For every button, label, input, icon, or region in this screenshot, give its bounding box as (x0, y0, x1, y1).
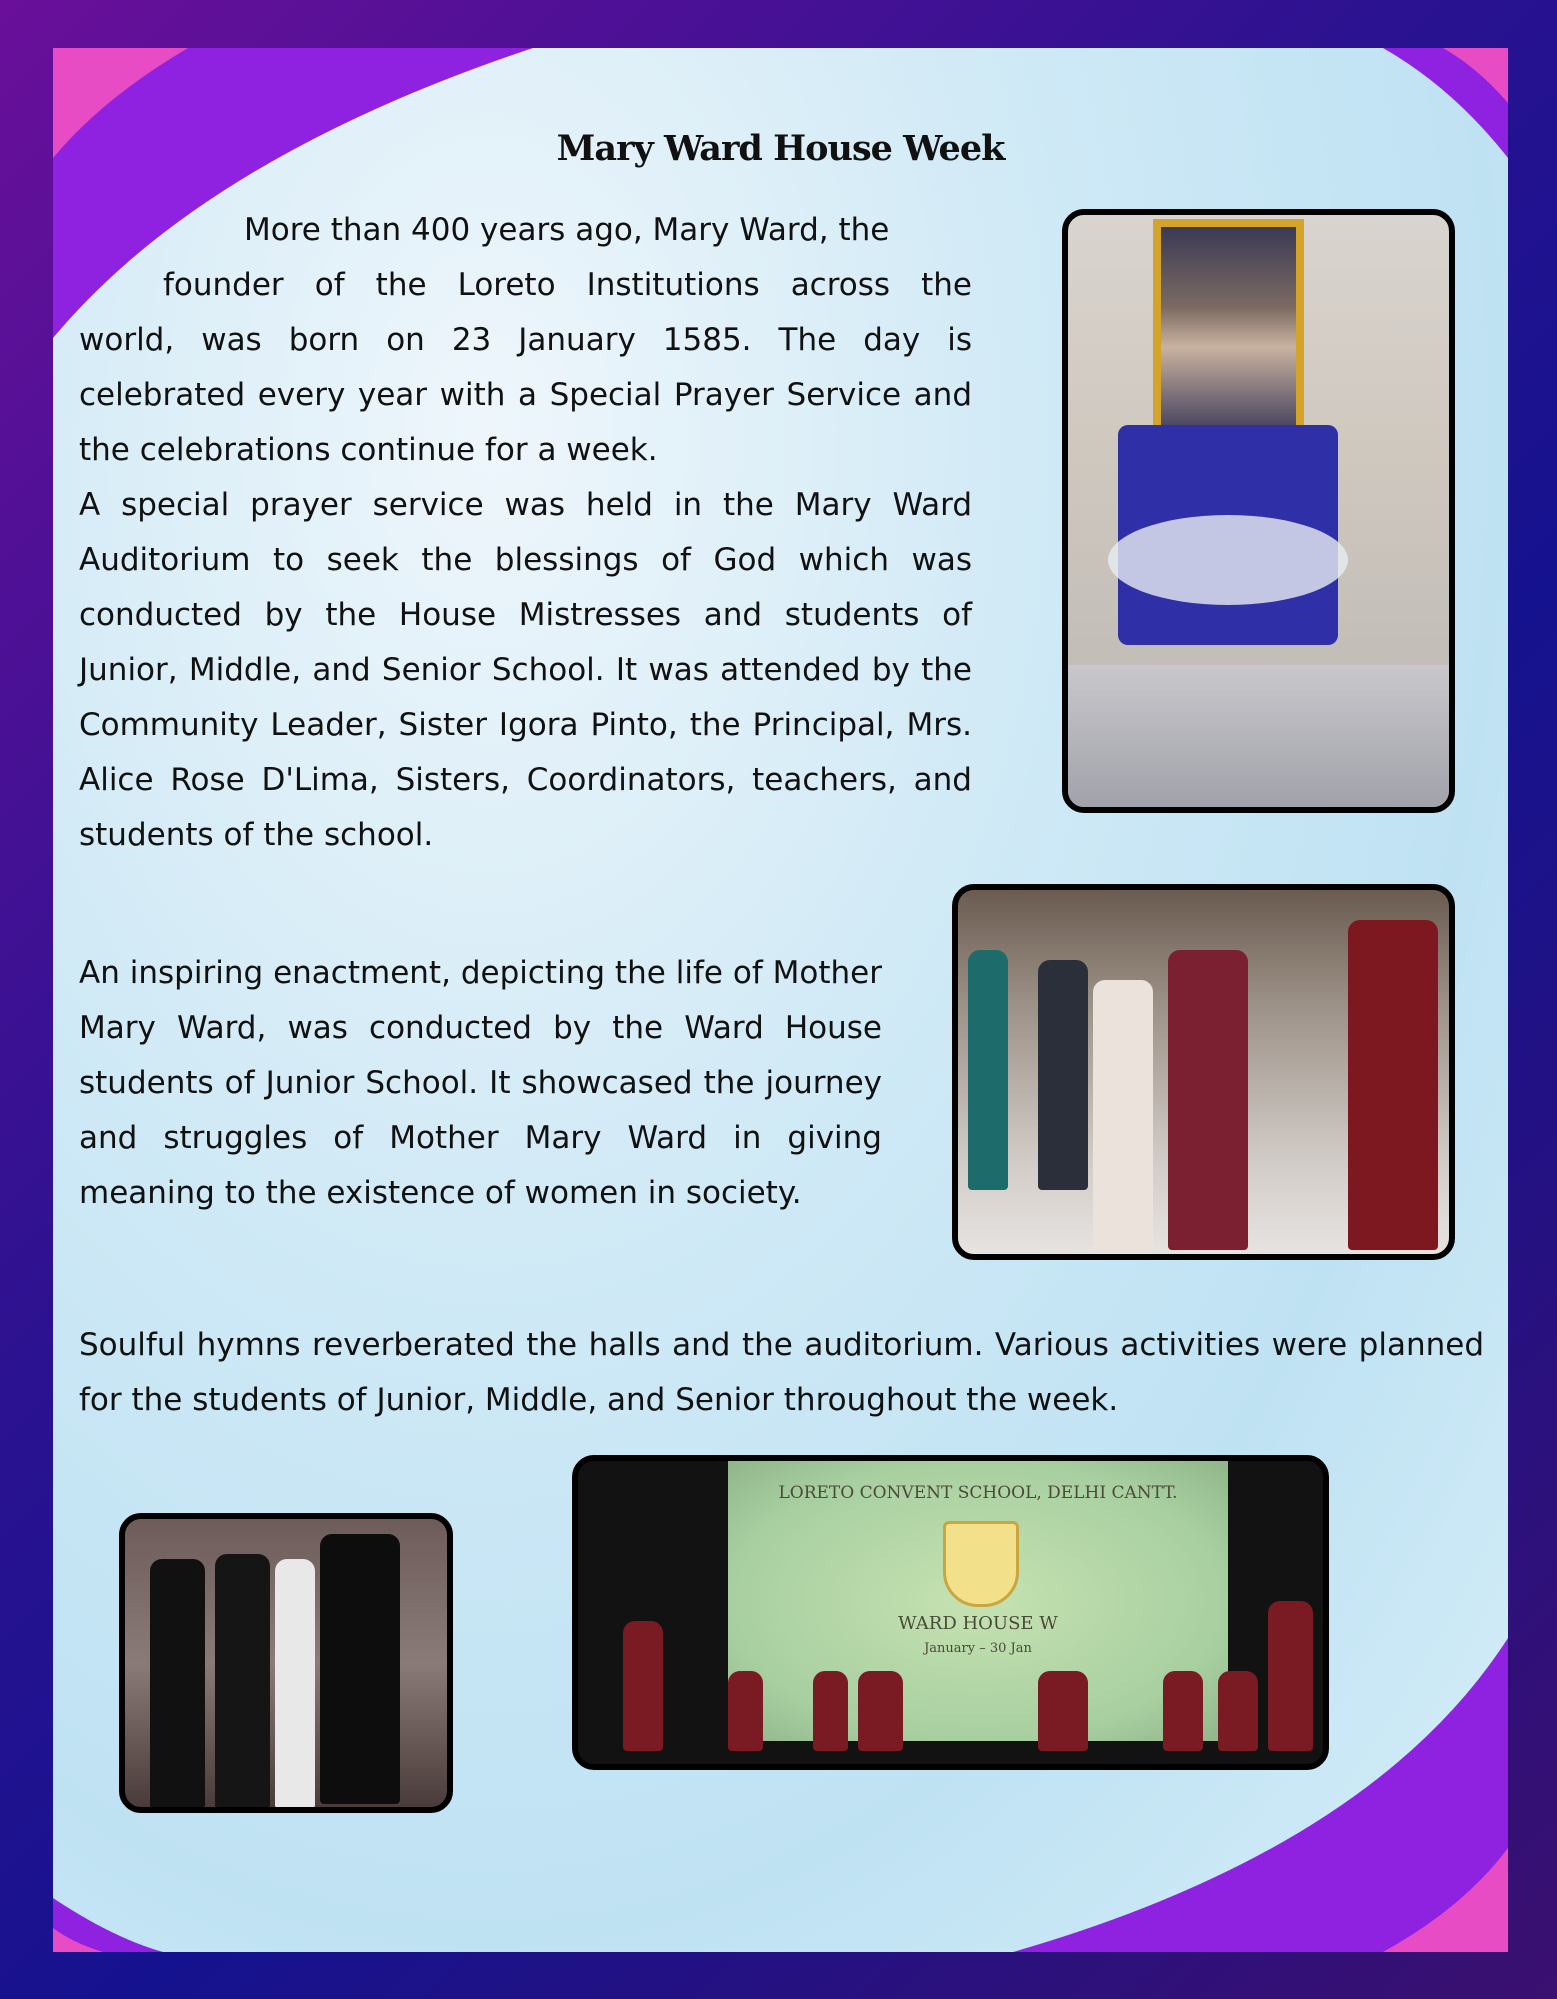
photo-stage-assembly (572, 1455, 1329, 1770)
intro-continuation: A special prayer service was held in the Mary Ward Auditorium to seek the blessings of God which was conducted by the House Mistresses and students of Junior, Middle, and Senior School. It was attended by the Community Leader, Sister Igora Pinto, the Principal, Mrs. Alice Rose D'Lima, Sisters, Coordinators, teachers, and students of the school. (79, 487, 972, 853)
paragraph-enactment: An inspiring enactment, depicting the life of Mother Mary Ward, was conducted by the Ward House students of Junior School. It showcased the journey and struggles of Mother Mary Ward in giving meaning to the existence of women in society. (79, 955, 882, 1211)
school-crest (943, 1521, 1019, 1607)
photo-enactment (119, 1513, 453, 1813)
photo-mary-ward-portrait (1062, 209, 1455, 813)
intro-rest: world, was born on 23 January 1585. The day is celebrated every year with a Special Prayer Service and the celebrations continue for a week. (79, 322, 972, 468)
paragraph-intro (79, 203, 972, 863)
photo-lamp-lighting (952, 884, 1455, 1260)
banner-school: LORETO CONVENT SCHOOL, DELHI CANTT. (778, 1483, 1178, 1503)
stage-screen (728, 1461, 1228, 1741)
intro-line-2: founder of the Loreto Institutions across the (163, 267, 972, 303)
document-page (53, 48, 1508, 1952)
banner-dates: January – 30 Jan (924, 1641, 1032, 1656)
banner-event: WARD HOUSE W (898, 1613, 1058, 1634)
page-title: Mary Ward House Week (556, 128, 1005, 169)
paragraph-hymns: Soulful hymns reverberated the halls and the auditorium. Various activities were planned for the students of Junior, Middle, and Senior throughout the week. (79, 1327, 1484, 1418)
intro-line-1: More than 400 years ago, Mary Ward, the (244, 212, 890, 248)
